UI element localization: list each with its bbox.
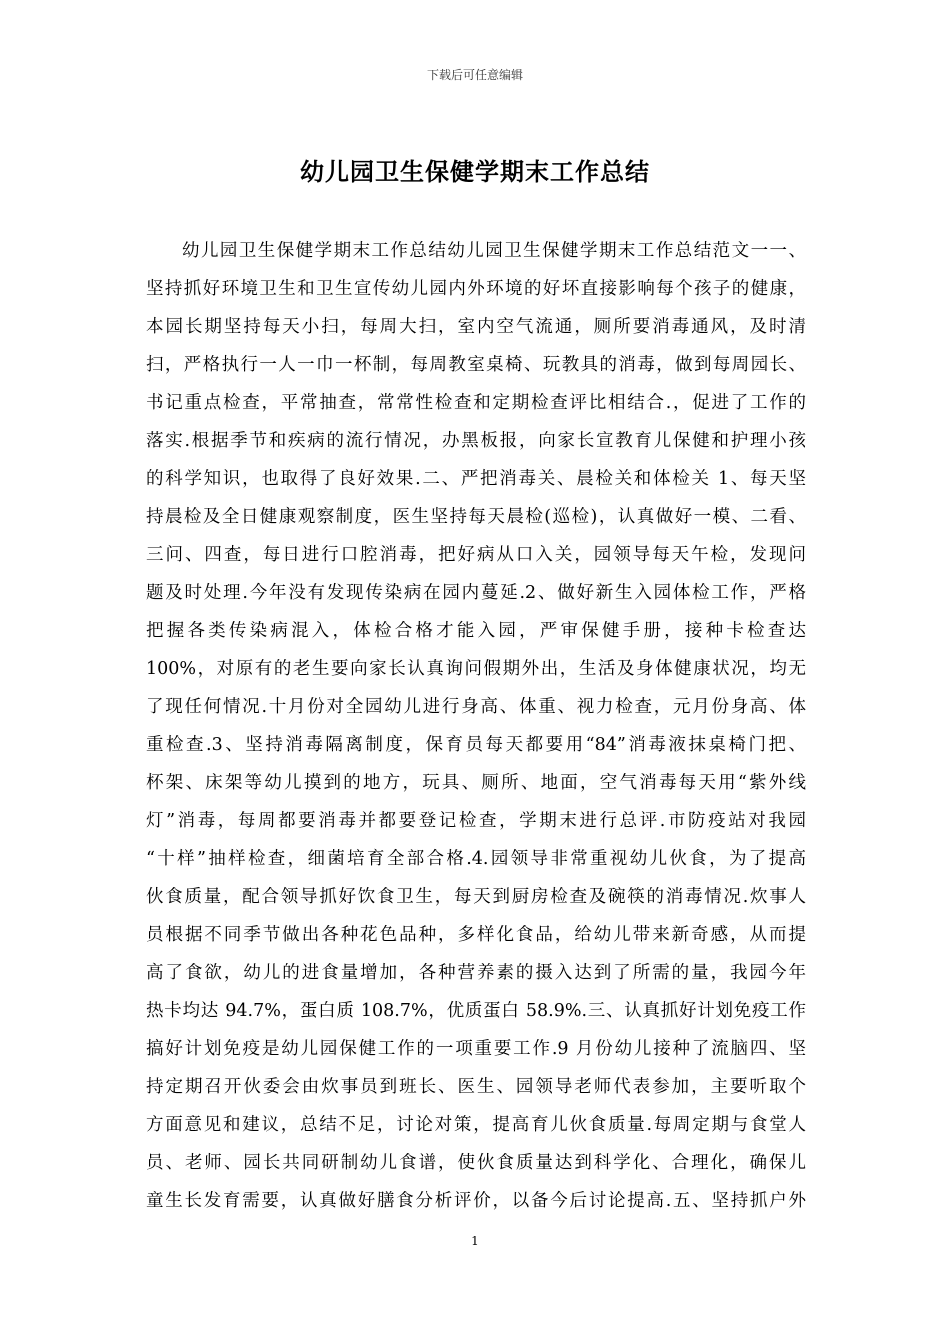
body-line: 员、老师、园长共同研制幼儿食谱，使伙食质量达到科学化、合理化，确保儿	[146, 1153, 806, 1173]
body-line: 100%，对原有的老生要向家长认真询问假期外出，生活及身体健康状况，均无	[146, 659, 806, 679]
body-line: 童生长发育需要，认真做好膳食分析评价，以备今后讨论提高.五、坚持抓户外	[146, 1191, 806, 1211]
body-line: 高了食欲，幼儿的进食量增加，各种营养素的摄入达到了所需的量，我园今年	[146, 963, 806, 983]
page-header-note: 下载后可任意编辑	[426, 68, 523, 82]
document-title: 幼儿园卫生保健学期末工作总结	[300, 157, 650, 186]
body-line: 三问、四查，每日进行口腔消毒，把好病从口入关，园领导每天午检，发现问	[146, 545, 806, 565]
body-line: 的科学知识，也取得了良好效果.二、严把消毒关、晨检关和体检关 1、每天坚	[146, 469, 806, 489]
body-line: 持定期召开伙委会由炊事员到班长、医生、园领导老师代表参加，主要听取个	[146, 1077, 806, 1097]
body-line: 幼儿园卫生保健学期末工作总结幼儿园卫生保健学期末工作总结范文一一、	[182, 241, 806, 261]
body-line: 员根据不同季节做出各种花色品种，多样化食品，给幼儿带来新奇感，从而提	[146, 925, 806, 945]
body-line: 落实.根据季节和疾病的流行情况，办黑板报，向家长宣教育儿保健和护理小孩	[146, 431, 806, 451]
body-line: 灯”消毒，每周都要消毒并都要登记检查，学期末进行总评.市防疫站对我园	[146, 811, 806, 831]
body-line: 方面意见和建议，总结不足，讨论对策，提高育儿伙食质量.每周定期与食堂人	[146, 1115, 806, 1135]
body-line: 题及时处理.今年没有发现传染病在园内蔓延.2、做好新生入园体检工作，严格	[146, 583, 806, 603]
page-number: 1	[471, 1234, 479, 1248]
body-line: 热卡均达 94.7%，蛋白质 108.7%，优质蛋白 58.9%.三、认真抓好计划免疫工作	[146, 1001, 806, 1021]
body-line: 搞好计划免疫是幼儿园保健工作的一项重要工作.9 月份幼儿接种了流脑四、坚	[146, 1039, 806, 1059]
body-line: 坚持抓好环境卫生和卫生宣传幼儿园内外环境的好坏直接影响每个孩子的健康，	[146, 279, 806, 299]
body-line: 本园长期坚持每天小扫，每周大扫，室内空气流通，厕所要消毒通风，及时清	[146, 317, 806, 337]
body-line: 扫，严格执行一人一巾一杯制，每周教室桌椅、玩教具的消毒，做到每周园长、	[146, 355, 806, 375]
body-text	[146, 232, 806, 1220]
body-line: 重检查.3、坚持消毒隔离制度，保育员每天都要用“84”消毒液抹桌椅门把、	[146, 735, 806, 755]
body-line: 了现任何情况.十月份对全园幼儿进行身高、体重、视力检查，元月份身高、体	[146, 697, 806, 717]
body-line: 伙食质量，配合领导抓好饮食卫生，每天到厨房检查及碗筷的消毒情况.炊事人	[146, 887, 806, 907]
body-line: “十样”抽样检查，细菌培育全部合格.4.园领导非常重视幼儿伙食，为了提高	[146, 849, 806, 869]
body-line: 书记重点检查，平常抽查，常常性检查和定期检查评比相结合.，促进了工作的	[146, 393, 806, 413]
body-line: 杯架、床架等幼儿摸到的地方，玩具、厕所、地面，空气消毒每天用“紫外线	[146, 773, 806, 793]
body-line: 把握各类传染病混入，体检合格才能入园，严审保健手册，接种卡检查达	[146, 621, 806, 641]
body-line: 持晨检及全日健康观察制度，医生坚持每天晨检(巡检)，认真做好一模、二看、	[146, 507, 806, 527]
